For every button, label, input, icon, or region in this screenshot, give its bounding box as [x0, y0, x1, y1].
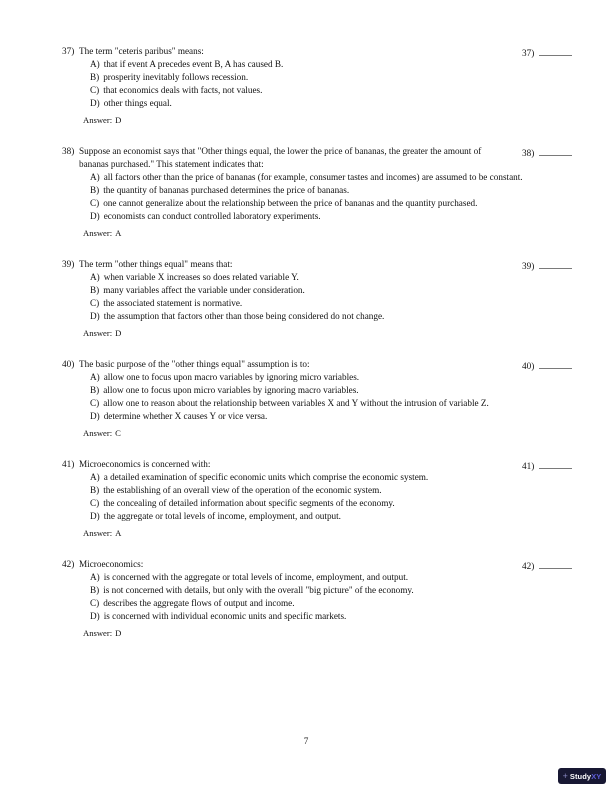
option-label: C) [90, 198, 100, 208]
option-text: the aggregate or total levels of income, employment, and output. [103, 511, 341, 521]
answer-label: Answer: [83, 628, 113, 638]
question-ref [522, 558, 572, 573]
option-text: is concerned with individual economic units and specific markets. [103, 611, 347, 621]
option-row [90, 584, 526, 597]
plus-icon: + [562, 770, 568, 781]
question-block [62, 45, 578, 127]
option-row [90, 284, 526, 297]
question-ref [522, 358, 572, 373]
option-text: is concerned with the aggregate or total levels of income, employment, and output. [103, 572, 409, 582]
option-text: that if event A precedes event B, A has caused B. [103, 59, 284, 69]
option-row [90, 571, 526, 584]
answer-label: Answer: [83, 528, 113, 538]
option-row [90, 210, 526, 223]
option-label: D) [90, 411, 100, 421]
option-text: allow one to focus upon micro variables by ignoring macro variables. [103, 385, 359, 395]
option-row [90, 410, 526, 423]
page-number: 7 [303, 736, 309, 746]
option-row [90, 184, 526, 197]
question-ref [522, 258, 572, 273]
question-number: 40) [62, 359, 75, 369]
studyxy-badge[interactable] [558, 768, 606, 784]
answer-label: Answer: [83, 328, 113, 338]
question-number: 41) [62, 459, 75, 469]
option-text: the assumption that factors other than those being considered do not change. [103, 311, 385, 321]
question-list [62, 45, 578, 658]
answer-label: Answer: [83, 428, 113, 438]
question-prompt: The term "other things equal" means that: [79, 259, 233, 269]
option-row [90, 371, 526, 384]
answer-line [83, 114, 511, 127]
option-label: C) [90, 85, 100, 95]
option-label: D) [90, 611, 100, 621]
brand-xy: XY [591, 771, 602, 781]
option-label: B) [90, 485, 100, 495]
question-block [62, 558, 578, 640]
option-text: the associated statement is normative. [103, 298, 243, 308]
answer-line [83, 527, 511, 540]
question-block [62, 358, 578, 440]
question-ref [522, 45, 572, 60]
question-ref-number: 38) [522, 148, 535, 158]
option-row [90, 71, 526, 84]
option-row [90, 310, 526, 323]
question-number: 37) [62, 46, 75, 56]
option-label: D) [90, 98, 100, 108]
option-row [90, 58, 526, 71]
option-label: C) [90, 298, 100, 308]
option-label: A) [90, 59, 100, 69]
option-row [90, 384, 526, 397]
question-prompt: Microeconomics: [79, 559, 144, 569]
option-row [90, 171, 526, 184]
question-number: 42) [62, 559, 75, 569]
option-text: many variables affect the variable under consideration. [103, 285, 305, 295]
option-row [90, 197, 526, 210]
option-label: B) [90, 385, 100, 395]
option-text: the establishing of an overall view of the operation of the economic system. [103, 485, 382, 495]
option-text: other things equal. [103, 98, 172, 108]
option-list [79, 171, 523, 223]
question-block [62, 258, 578, 340]
option-label: A) [90, 572, 100, 582]
option-text: one cannot generalize about the relationship between the price of bananas and the quantity purchased. [103, 198, 478, 208]
question-block [62, 145, 578, 240]
answer-blank-line [539, 45, 572, 56]
question-block [62, 458, 578, 540]
option-list [79, 58, 511, 110]
question-prompt: Microeconomics is concerned with: [79, 459, 211, 469]
option-text: prosperity inevitably follows recession. [103, 72, 249, 82]
question-number: 38) [62, 146, 75, 156]
answer-value: A [115, 228, 122, 238]
option-text: a detailed examination of specific economic units which comprise the economic system. [103, 472, 429, 482]
option-row [90, 471, 526, 484]
option-row [90, 497, 526, 510]
option-text: economists can conduct controlled laboratory experiments. [103, 211, 321, 221]
question-prompt: The basic purpose of the "other things equal" assumption is to: [79, 359, 310, 369]
option-label: A) [90, 272, 100, 282]
option-text: the concealing of detailed information about specific segments of the economy. [103, 498, 395, 508]
option-text: determine whether X causes Y or vice versa. [103, 411, 268, 421]
option-row [90, 397, 526, 410]
option-label: A) [90, 372, 100, 382]
answer-label: Answer: [83, 228, 113, 238]
answer-line [83, 327, 511, 340]
option-text: that economics deals with facts, not values. [103, 85, 263, 95]
question-ref-number: 39) [522, 261, 535, 271]
answer-value: D [115, 328, 122, 338]
answer-value: D [115, 115, 122, 125]
brand-study: Study [569, 771, 592, 781]
answer-blank-line [539, 358, 572, 369]
answer-blank-line [539, 558, 572, 569]
option-label: A) [90, 172, 100, 182]
answer-value: D [115, 628, 122, 638]
answer-blank-line [539, 145, 572, 156]
answer-label: Answer: [83, 115, 113, 125]
option-row [90, 610, 526, 623]
answer-value: C [115, 428, 121, 438]
option-row [90, 271, 526, 284]
option-label: D) [90, 311, 100, 321]
question-prompt: The term "ceteris paribus" means: [79, 46, 204, 56]
answer-blank-line [539, 258, 572, 269]
option-text: the quantity of bananas purchased determines the price of bananas. [103, 185, 350, 195]
option-label: D) [90, 511, 100, 521]
answer-blank-line [539, 458, 572, 469]
option-row [90, 97, 526, 110]
question-ref-number: 42) [522, 561, 535, 571]
option-label: A) [90, 472, 100, 482]
answer-line [83, 627, 511, 640]
option-text: allow one to focus upon macro variables by ignoring micro variables. [103, 372, 360, 382]
option-list [79, 371, 511, 423]
option-row [90, 297, 526, 310]
option-label: B) [90, 72, 100, 82]
answer-line [83, 227, 511, 240]
question-ref-number: 37) [522, 48, 535, 58]
option-text: all factors other than the price of bananas (for example, consumer tastes and incomes) are assumed to be constant. [103, 172, 523, 182]
option-text: is not concerned with details, but only with the overall "big picture" of the economy. [103, 585, 414, 595]
option-list [79, 271, 511, 323]
option-row [90, 510, 526, 523]
option-label: D) [90, 211, 100, 221]
question-ref [522, 145, 572, 160]
question-ref-number: 41) [522, 461, 535, 471]
option-row [90, 484, 526, 497]
option-label: B) [90, 585, 100, 595]
option-row [90, 597, 526, 610]
option-text: when variable X increases so does related variable Y. [103, 272, 299, 282]
question-ref [522, 458, 572, 473]
option-label: C) [90, 398, 100, 408]
question-number: 39) [62, 259, 75, 269]
option-row [90, 84, 526, 97]
option-label: B) [90, 285, 100, 295]
option-list [79, 571, 511, 623]
option-label: C) [90, 498, 100, 508]
option-list [79, 471, 511, 523]
answer-line [83, 427, 511, 440]
answer-value: A [115, 528, 122, 538]
option-text: allow one to reason about the relationship between variables X and Y without the intrusion of variable Z. [103, 398, 489, 408]
question-ref-number: 40) [522, 361, 535, 371]
option-label: B) [90, 185, 100, 195]
question-prompt: Suppose an economist says that "Other things equal, the lower the price of bananas, the greater the amount of bananas purchased." This statement indicates that: [79, 146, 482, 169]
option-label: C) [90, 598, 100, 608]
option-text: describes the aggregate flows of output and income. [103, 598, 295, 608]
